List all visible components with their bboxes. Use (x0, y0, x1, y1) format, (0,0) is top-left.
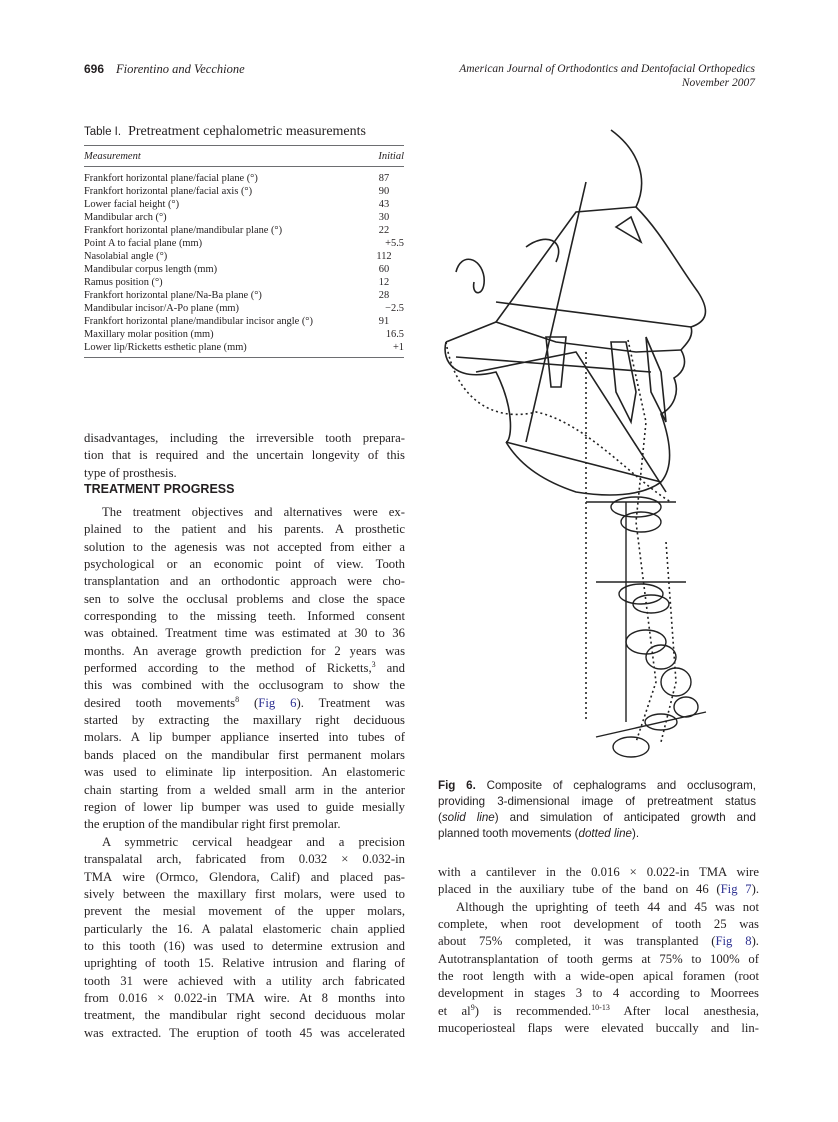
right-paragraph-1 (438, 864, 759, 899)
table-row (84, 315, 404, 328)
planned-dotted (446, 340, 676, 742)
journal-issue: November 2007 (681, 77, 755, 89)
text-segment: dotted line (578, 827, 633, 840)
text-segment: ) and simulation of anticipated growth and (494, 811, 756, 824)
reference-superscript: 8 (235, 694, 240, 704)
text-segment: Composite of cephalograms and occlusogram, (475, 779, 756, 792)
text-line: A symmetric cervical headgear and a precision (102, 835, 405, 849)
table-label: Table I. (84, 126, 122, 138)
text-line: solution to the agenesis was not accepted from either a (84, 539, 405, 554)
table-caption: Pretreatment cephalometric measurements (128, 124, 366, 139)
text-line: started by extracting the maxillary right deciduous (84, 713, 405, 728)
measurement-value: −2.5 (385, 303, 404, 314)
text-line: was obtained. Treatment time was estimated at 30 to 36 (84, 626, 405, 641)
text-line: disadvantages, including the irreversible tooth prepara- (84, 431, 405, 445)
text-line (438, 933, 759, 950)
text-segment: ). (751, 934, 759, 949)
text-line: the eruption of the mandibular right first premolar. (84, 817, 341, 832)
figure-link[interactable]: Fig 8 (715, 934, 752, 949)
text-segment: Fig 6. (438, 779, 476, 792)
text-line: providing 3-dimensional image of pretreatment status (438, 795, 756, 808)
text-segment: ). (632, 827, 640, 840)
text-line: complete, when root development of tooth 25 was (438, 917, 759, 932)
section-heading: TREATMENT PROGRESS (84, 482, 235, 496)
text-line: type of prosthesis. (84, 465, 177, 480)
reference-superscript: 3 (371, 660, 376, 670)
measurement-value: 91 (378, 316, 390, 327)
text-line: sen to solve the occlusal problems and close the space (84, 591, 405, 606)
text-segment: placed in the auxiliary tube of the band on 46 ( (438, 882, 721, 897)
text-line: chain starting from a welded small arm in the anterior (84, 782, 405, 797)
measurement-name: Mandibular arch (°) (84, 212, 167, 223)
text-line: with a cantilever in the 0.016 × 0.022-in TMA wire (438, 865, 759, 879)
measurement-value: 87 (378, 173, 390, 184)
text-line: treatment, the mandibular right second deciduous molar (84, 1008, 405, 1023)
measurement-value: 90 (378, 186, 390, 197)
measurement-name: Frankfort horizontal plane/facial axis (°) (84, 186, 253, 197)
measurement-value: 60 (378, 264, 390, 275)
teeth-solid (546, 337, 666, 422)
table-row (84, 328, 404, 341)
text-segment: et al (438, 1003, 471, 1018)
text-segment: desired tooth movements (84, 695, 236, 710)
text-line: bands placed on the mandibular first permanent molars (84, 747, 405, 762)
text-line (438, 881, 759, 898)
table-header (84, 146, 404, 166)
table-row (84, 185, 404, 198)
figure-caption (438, 778, 756, 842)
cephalogram-occlusogram-figure (436, 122, 762, 767)
text-segment: ) is recommended. (474, 1003, 592, 1018)
text-line: Although the uprighting of teeth 44 and 45 was not (456, 899, 759, 914)
table-row (84, 302, 404, 315)
measurement-name: Mandibular incisor/A-Po plane (mm) (84, 303, 239, 314)
table-row (84, 172, 404, 185)
text-segment: about 75% completed, it was transplanted ( (438, 934, 716, 949)
occlusogram-arches (586, 497, 706, 757)
table-row (84, 237, 404, 250)
text-segment: ( (239, 695, 259, 710)
left-paragraph-2 (84, 834, 405, 1042)
reference-superscript: 9 (470, 1002, 475, 1012)
figure-link[interactable]: Fig 7 (720, 882, 752, 897)
text-line (438, 826, 756, 842)
table-row (84, 250, 404, 263)
left-paragraph-1 (84, 504, 405, 834)
text-segment: ( (438, 811, 442, 824)
text-line (84, 695, 405, 712)
text-line (438, 1003, 759, 1020)
text-line: from 0.016 × 0.022-in TMA wire. At 8 months into (84, 991, 405, 1006)
text-segment: performed according to the method of Ricketts, (84, 661, 372, 676)
skull-profile-solid (445, 130, 705, 495)
measurement-name: Nasolabial angle (°) (84, 251, 168, 262)
text-line: corresponding to the missing teeth. Informed consent (84, 609, 405, 624)
text-line: region of lower lip bumper was used to guide mesially (84, 799, 405, 814)
text-line: this was combined with the occlusogram to show the (84, 678, 405, 693)
text-line: months. An average growth prediction for 2 years was (84, 643, 405, 658)
text-line: TMA wire (Ormco, Glendora, Calif) and placed pas- (84, 869, 405, 884)
journal-title: American Journal of Orthodontics and Dentofacial Orthopedics (459, 63, 755, 75)
text-line (438, 778, 756, 794)
text-line: transpalatal arch, fabricated from 0.032 × 0.032-in (84, 852, 405, 867)
measurement-value: 28 (378, 290, 390, 301)
measurement-name: Frankfort horizontal plane/facial plane (°) (84, 173, 258, 184)
text-line: Autotransplantation of tooth germs at 75% to 100% of (438, 951, 759, 966)
text-segment: solid line (441, 811, 495, 824)
left-column-intro (84, 430, 405, 482)
right-paragraph-2 (438, 899, 759, 1038)
text-line (84, 660, 405, 677)
measurement-value: 16.5 (385, 329, 404, 340)
table-row (84, 276, 404, 289)
text-line: mucoperiosteal flaps were elevated buccally and lin- (438, 1021, 759, 1036)
measurement-name: Frankfort horizontal plane/Na-Ba plane (°) (84, 290, 262, 301)
measurement-value: +5.5 (385, 238, 404, 249)
measurement-name: Frankfort horizontal plane/mandibular plane (°) (84, 225, 283, 236)
text-segment: ). Treatment was (296, 695, 405, 710)
running-authors: Fiorentino and Vecchione (116, 62, 245, 76)
text-line (438, 810, 756, 826)
running-journal (459, 62, 755, 90)
table-row (84, 224, 404, 237)
column-header-initial: Initial (378, 151, 404, 162)
text-line: The treatment objectives and alternatives were ex- (102, 505, 405, 519)
text-segment: planned tooth movements ( (438, 827, 579, 840)
text-line: tion that is required and the uncertain longevity of this (84, 448, 405, 463)
text-line: uprighting of tooth 15. Relative intrusion and flaring of (84, 956, 405, 971)
text-line: psychological or an economic point of view. Tooth (84, 557, 405, 572)
measurement-name: Lower lip/Ricketts esthetic plane (mm) (84, 342, 247, 353)
table-row (84, 289, 404, 302)
measurement-name: Maxillary molar position (mm) (84, 329, 214, 340)
column-header-measurement: Measurement (84, 151, 141, 162)
table-row (84, 211, 404, 224)
text-line: the root length with a wide-open apical foramen (root (438, 969, 759, 984)
table-body (84, 172, 404, 354)
text-line: was used to eliminate lip interposition. An elastomeric (84, 765, 405, 780)
measurement-name: Lower facial height (°) (84, 199, 180, 210)
measurement-name: Frankfort horizontal plane/mandibular incisor angle (°) (84, 316, 313, 327)
text-line: particularly the 16. A palatal elastomeric chain applied (84, 921, 405, 936)
measurement-value: 12 (378, 277, 390, 288)
text-line: prevent the mesial movement of the upper molars, (84, 904, 405, 919)
text-line: plained to the patient and his parents. A prosthetic (84, 522, 405, 537)
table-title (84, 124, 404, 140)
figure-link[interactable]: Fig 6 (258, 695, 297, 710)
table-row (84, 198, 404, 211)
measurement-name: Ramus position (°) (84, 277, 163, 288)
measurement-value: 112 (376, 251, 392, 262)
table-row (84, 263, 404, 276)
text-line: transplantation and an orthodontic approach were cho- (84, 574, 405, 589)
measurement-value: +1 (392, 342, 404, 353)
text-segment: After local anesthesia, (609, 1003, 759, 1018)
reference-superscript: 10-13 (591, 1002, 610, 1012)
table-row (84, 341, 404, 354)
text-line: sively between the maxillary first molars, were used to (84, 887, 405, 902)
text-line: tooth 31 were achieved with a utility arch fabricated (84, 973, 405, 988)
measurement-value: 43 (378, 199, 390, 210)
text-line: molars. A lip bumper appliance inserted into tubes of (84, 730, 405, 745)
page-number: 696 (84, 62, 105, 76)
text-segment: ). (751, 882, 759, 897)
text-line: development in stages 3 to 4 according to Moorrees (438, 986, 759, 1001)
measurements-table (84, 124, 404, 358)
measurement-name: Point A to facial plane (mm) (84, 238, 203, 249)
measurement-value: 22 (378, 225, 390, 236)
measurement-name: Mandibular corpus length (mm) (84, 264, 218, 275)
measurement-value: 30 (378, 212, 390, 223)
text-line: was extracted. The eruption of tooth 45 was accelerated (84, 1025, 405, 1040)
text-segment: and (375, 661, 405, 676)
text-line: to this tooth (16) was used to determine extrusion and (84, 939, 405, 954)
